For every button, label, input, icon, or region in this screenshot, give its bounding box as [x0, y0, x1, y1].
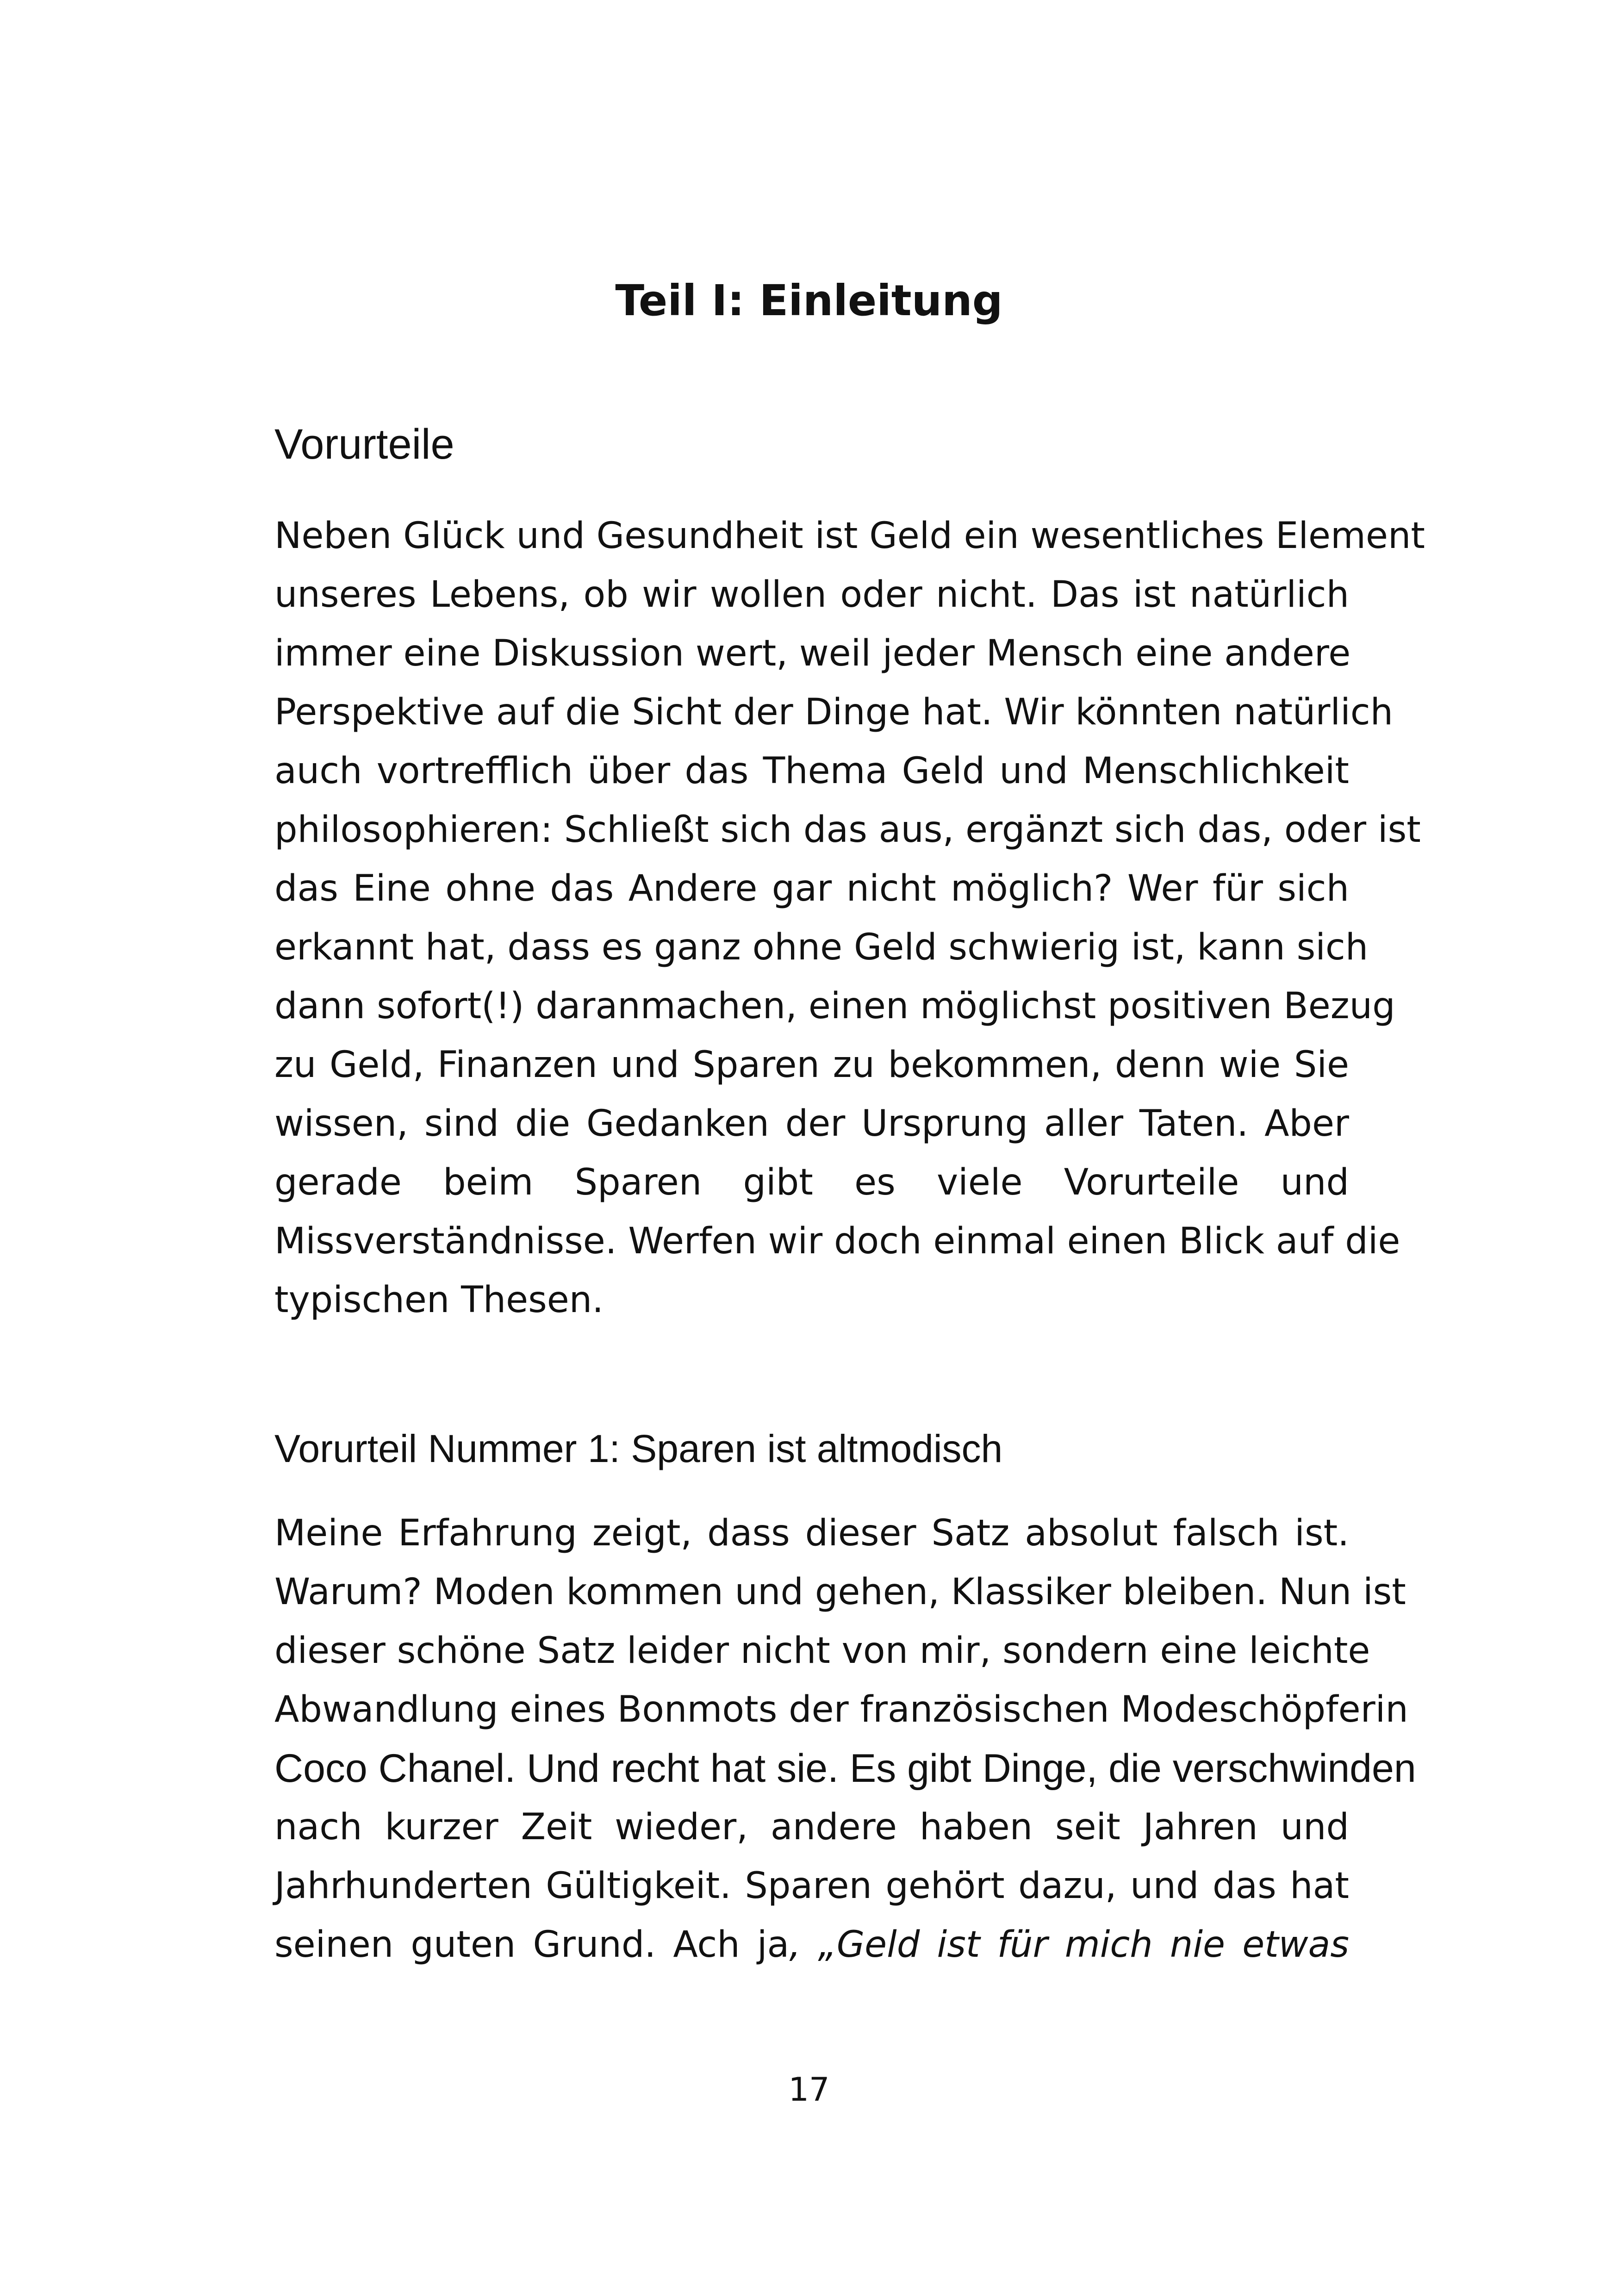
subsection-heading: Vorurteil Nummer 1: Sparen ist altmodisch — [274, 1427, 1003, 1470]
page-number: 17 — [788, 2071, 830, 2109]
body-line: dann sofort(!) daranmachen, einen möglichst positiven Bezug — [274, 985, 1395, 1027]
subsection-body — [274, 1504, 1416, 1974]
body-line: auch vortrefflich über das Thema Geld und Menschlichkeit — [274, 750, 1349, 792]
body-line: Warum? Moden kommen und gehen, Klassiker bleiben. Nun ist — [274, 1571, 1406, 1613]
section-body — [274, 507, 1425, 1330]
body-line: Neben Glück und Gesundheit ist Geld ein wesentliches Element — [274, 515, 1425, 557]
quote-text: , „Geld ist für mich nie etwas — [789, 1924, 1349, 1966]
section-vorurteile — [274, 417, 1349, 472]
body-line: erkannt hat, dass es ganz ohne Geld schwierig ist, kann sich — [274, 927, 1369, 968]
body-line: nach kurzer Zeit wieder, andere haben seit Jahren und — [274, 1806, 1349, 1848]
body-line: Missverständnisse. Werfen wir doch einmal einen Blick auf die — [274, 1220, 1400, 1262]
body-line: philosophieren: Schließt sich das aus, ergänzt sich das, oder ist — [274, 809, 1421, 851]
body-line: immer eine Diskussion wert, weil jeder Mensch eine andere — [274, 633, 1351, 674]
body-line: zu Geld, Finanzen und Sparen zu bekommen, denn wie Sie — [274, 1044, 1349, 1086]
body-line: Abwandlung eines Bonmots der französischen Modeschöpferin — [274, 1689, 1408, 1730]
body-line-text: seinen guten Grund. Ach ja — [274, 1924, 790, 1966]
body-line: dieser schöne Satz leider nicht von mir, sondern eine leichte — [274, 1630, 1370, 1672]
body-line-with-quote — [274, 1916, 1349, 1974]
subsection-vorurteil-1 — [274, 1421, 1349, 1476]
body-line: Meine Erfahrung zeigt, dass dieser Satz absolut falsch ist. — [274, 1512, 1349, 1554]
section-heading: Vorurteile — [274, 421, 454, 468]
body-line: Jahrhunderten Gültigkeit. Sparen gehört dazu, und das hat — [274, 1865, 1349, 1907]
body-line: Coco Chanel. Und recht hat sie. Es gibt Dinge, die verschwinden — [274, 1746, 1416, 1791]
body-line: das Eine ohne das Andere gar nicht möglich? Wer für sich — [274, 868, 1349, 909]
body-line: Perspektive auf die Sicht der Dinge hat. Wir könnten natürlich — [274, 691, 1394, 733]
body-line: gerade beim Sparen gibt es viele Vorurteile und — [274, 1162, 1349, 1203]
part-title: Teil I: Einleitung — [615, 276, 1003, 325]
body-line: wissen, sind die Gedanken der Ursprung aller Taten. Aber — [274, 1103, 1349, 1145]
body-line: unseres Lebens, ob wir wollen oder nicht. Das ist natürlich — [274, 574, 1349, 616]
body-line: typischen Thesen. — [274, 1279, 604, 1321]
